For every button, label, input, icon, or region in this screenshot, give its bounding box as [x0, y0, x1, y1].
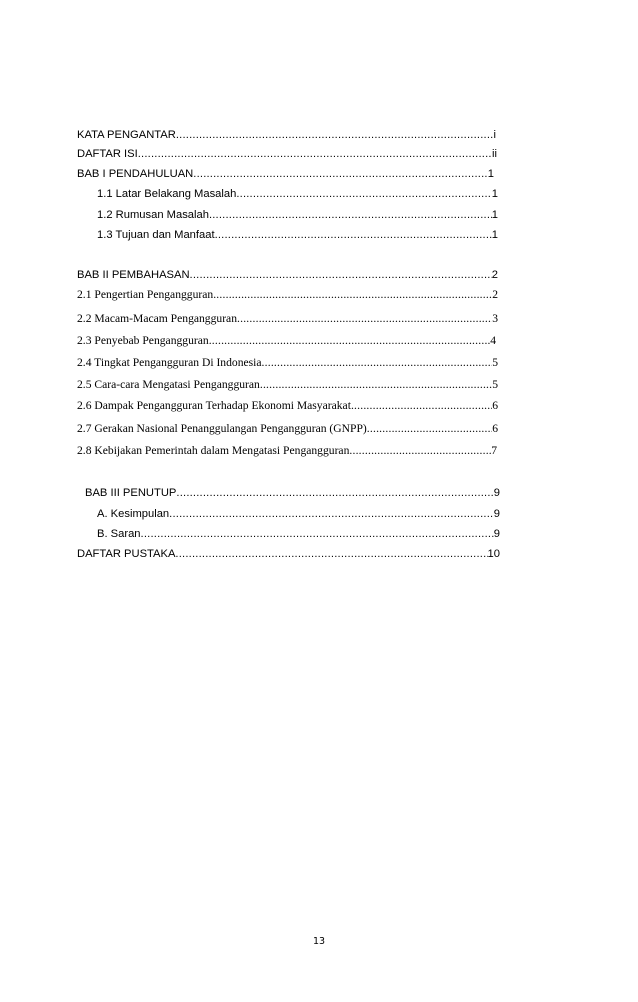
toc-entry-label: 2.6 Dampak Pengangguran Terhadap Ekonomi Masyarakat — [77, 399, 351, 412]
toc-entry-2-6 — [77, 398, 498, 414]
toc-entry-page: 5 — [492, 356, 498, 369]
toc-entry-kata-pengantar — [77, 127, 496, 143]
toc-leader-dots — [209, 333, 491, 349]
toc-entry-page: 6 — [492, 422, 498, 435]
toc-entry-page: 2 — [491, 269, 498, 281]
toc-entry-label: 2.1 Pengertian Pengangguran — [77, 288, 214, 301]
toc-entry-1-1 — [97, 186, 498, 202]
toc-leader-dots — [262, 355, 493, 371]
toc-entry-2-3 — [77, 333, 496, 349]
toc-entry-2-2 — [77, 311, 498, 327]
toc-entry-1-3 — [97, 227, 498, 243]
toc-entry-bab-iii — [85, 485, 500, 501]
toc-leader-dots — [213, 287, 492, 303]
toc-entry-page: 7 — [491, 444, 497, 457]
toc-entry-label: 2.7 Gerakan Nasional Penanggulangan Pengangguran (GNPP) — [77, 422, 367, 435]
toc-entry-label: KATA PENGANTAR — [77, 129, 176, 141]
toc-entry-page: 1 — [491, 209, 498, 221]
toc-entry-2-8 — [77, 443, 497, 459]
toc-entry-page: 6 — [492, 399, 498, 412]
toc-entry-page: 1 — [491, 229, 498, 241]
toc-entry-label: DAFTAR ISI — [77, 148, 138, 160]
toc-entry-page: ii — [492, 148, 497, 160]
toc-entry-label: DAFTAR PUSTAKA — [77, 548, 176, 560]
toc-entry-label: 2.2 Macam-Macam Pengangguran — [77, 312, 238, 325]
toc-entry-label: 1.1 Latar Belakang Masalah — [97, 188, 237, 200]
toc-entry-page: 9 — [493, 508, 500, 520]
toc-leader-dots — [349, 443, 491, 459]
toc-leader-dots — [169, 506, 494, 522]
toc-entry-daftar-isi — [77, 146, 497, 162]
toc-entry-2-7 — [77, 421, 498, 437]
page-number: 13 — [312, 936, 326, 947]
toc-entry-label: 2.3 Penyebab Pengangguran — [77, 334, 209, 347]
toc-entry-label: B. Saran — [97, 528, 141, 540]
toc-leader-dots — [193, 166, 488, 182]
toc-entry-daftar-pustaka — [77, 546, 500, 562]
toc-leader-dots — [209, 207, 492, 223]
toc-leader-dots — [236, 186, 491, 202]
toc-leader-dots — [260, 377, 492, 393]
toc-entry-page: 2 — [492, 288, 498, 301]
toc-entry-page: 1 — [491, 188, 498, 200]
toc-leader-dots — [367, 421, 492, 437]
toc-entry-page: 9 — [493, 487, 500, 499]
toc-entry-label: BAB I PENDAHULUAN — [77, 168, 194, 180]
toc-leader-dots — [141, 526, 494, 542]
toc-leader-dots — [237, 311, 492, 327]
toc-leader-dots — [351, 398, 492, 414]
toc-entry-page: 9 — [493, 528, 500, 540]
toc-entry-label: 1.3 Tujuan dan Manfaat — [97, 229, 215, 241]
toc-entry-label: 1.2 Rumusan Masalah — [97, 209, 209, 221]
toc-entry-label: BAB III PENUTUP — [85, 487, 177, 499]
toc-entry-page: 5 — [492, 378, 498, 391]
toc-entry-label: 2.8 Kebijakan Pemerintah dalam Mengatasi Pengangguran — [77, 444, 350, 457]
toc-entry-bab-i — [77, 166, 494, 182]
toc-leader-dots — [190, 267, 492, 283]
toc-leader-dots — [138, 146, 492, 162]
toc-entry-label: 2.4 Tingkat Pengangguran Di Indonesia — [77, 356, 262, 369]
toc-entry-2-1 — [77, 287, 498, 303]
toc-leader-dots — [176, 127, 494, 143]
toc-entry-2-4 — [77, 355, 498, 371]
toc-entry-page: 4 — [490, 334, 496, 347]
toc-entry-page: i — [493, 129, 496, 141]
toc-entry-page: 1 — [487, 168, 494, 180]
toc-leader-dots — [215, 227, 492, 243]
toc-entry-saran — [97, 526, 500, 542]
toc-entry-label: A. Kesimpulan — [97, 508, 170, 520]
toc-entry-bab-ii — [77, 267, 498, 283]
toc-leader-dots — [176, 485, 493, 501]
toc-entry-label: 2.5 Cara-cara Mengatasi Pengangguran — [77, 378, 260, 391]
toc-entry-page: 3 — [492, 312, 498, 325]
toc-entry-kesimpulan — [97, 506, 500, 522]
toc-entry-2-5 — [77, 377, 498, 393]
toc-entry-label: BAB II PEMBAHASAN — [77, 269, 190, 281]
toc-entry-1-2 — [97, 207, 498, 223]
toc-entry-page: 10 — [487, 548, 500, 560]
toc-leader-dots — [175, 546, 487, 562]
